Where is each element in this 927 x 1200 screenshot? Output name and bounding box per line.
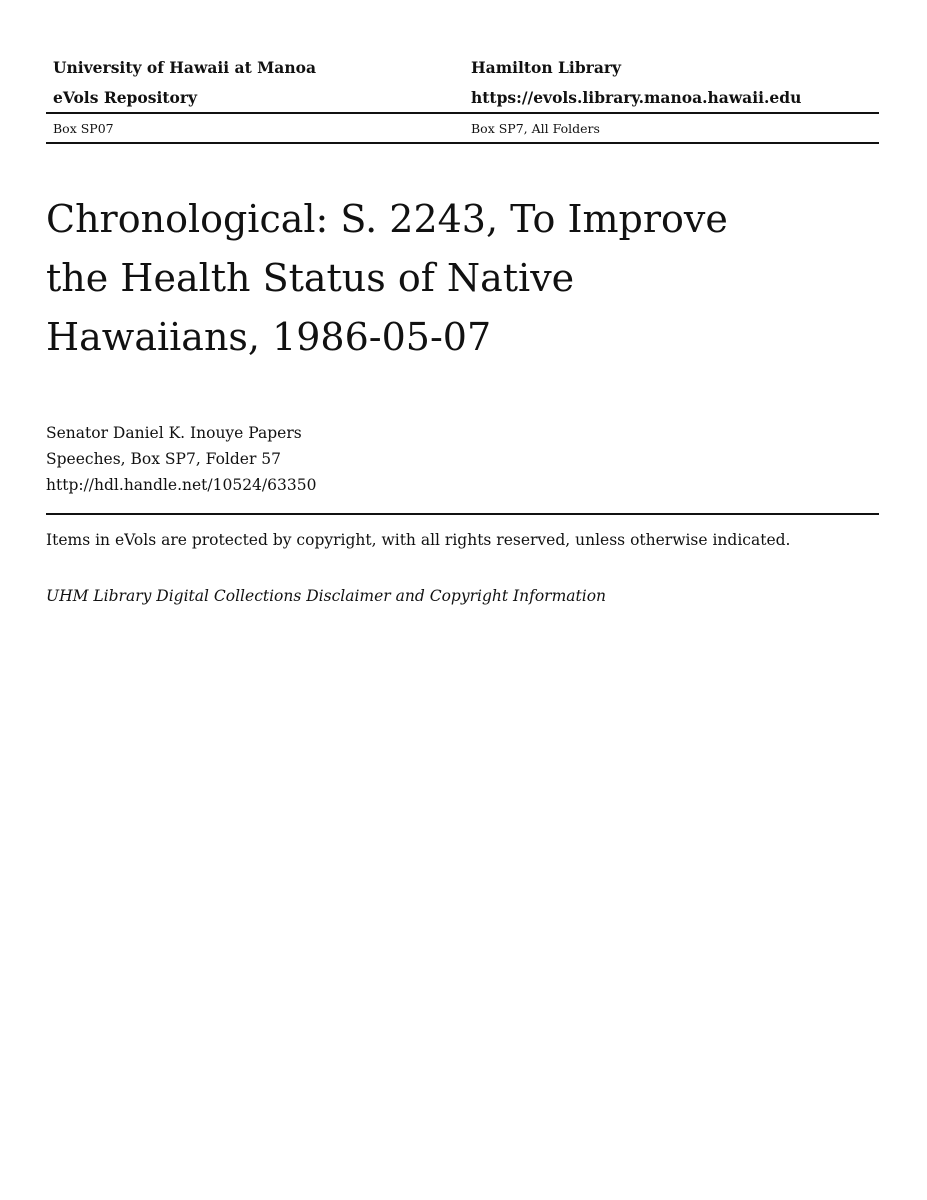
repository-url[interactable]: https://evols.library.manoa.hawaii.edu [471, 87, 802, 107]
header [46, 52, 879, 144]
collection-name: Senator Daniel K. Inouye Papers [46, 424, 302, 442]
header-row-box [46, 114, 879, 142]
disclaimer-link[interactable]: UHM Library Digital Collections Disclaimer and Copyright Information [46, 587, 607, 605]
handle-link[interactable]: http://hdl.handle.net/10524/63350 [46, 476, 317, 494]
library-name: Hamilton Library [471, 57, 622, 77]
institution-name: University of Hawaii at Manoa [53, 57, 316, 77]
document-title [46, 190, 746, 367]
box-left: Box SP07 [53, 120, 114, 136]
header-row-second [46, 82, 879, 112]
folder-location: Speeches, Box SP7, Folder 57 [46, 450, 282, 468]
repository-name: eVols Repository [53, 87, 198, 107]
title-line-3: Hawaiians, 1986-05-07 [46, 315, 492, 359]
copyright-notice: Items in eVols are protected by copyright, with all rights reserved, unless otherwise indicated. [46, 531, 791, 549]
title-line-1: Chronological: S. 2243, To Improve [46, 197, 728, 241]
header-rule-bottom [46, 142, 879, 144]
header-row-top [46, 52, 879, 82]
box-right: Box SP7, All Folders [471, 120, 600, 136]
title-line-2: the Health Status of Native [46, 256, 575, 300]
section-divider [46, 513, 879, 515]
metadata-block [46, 420, 316, 498]
